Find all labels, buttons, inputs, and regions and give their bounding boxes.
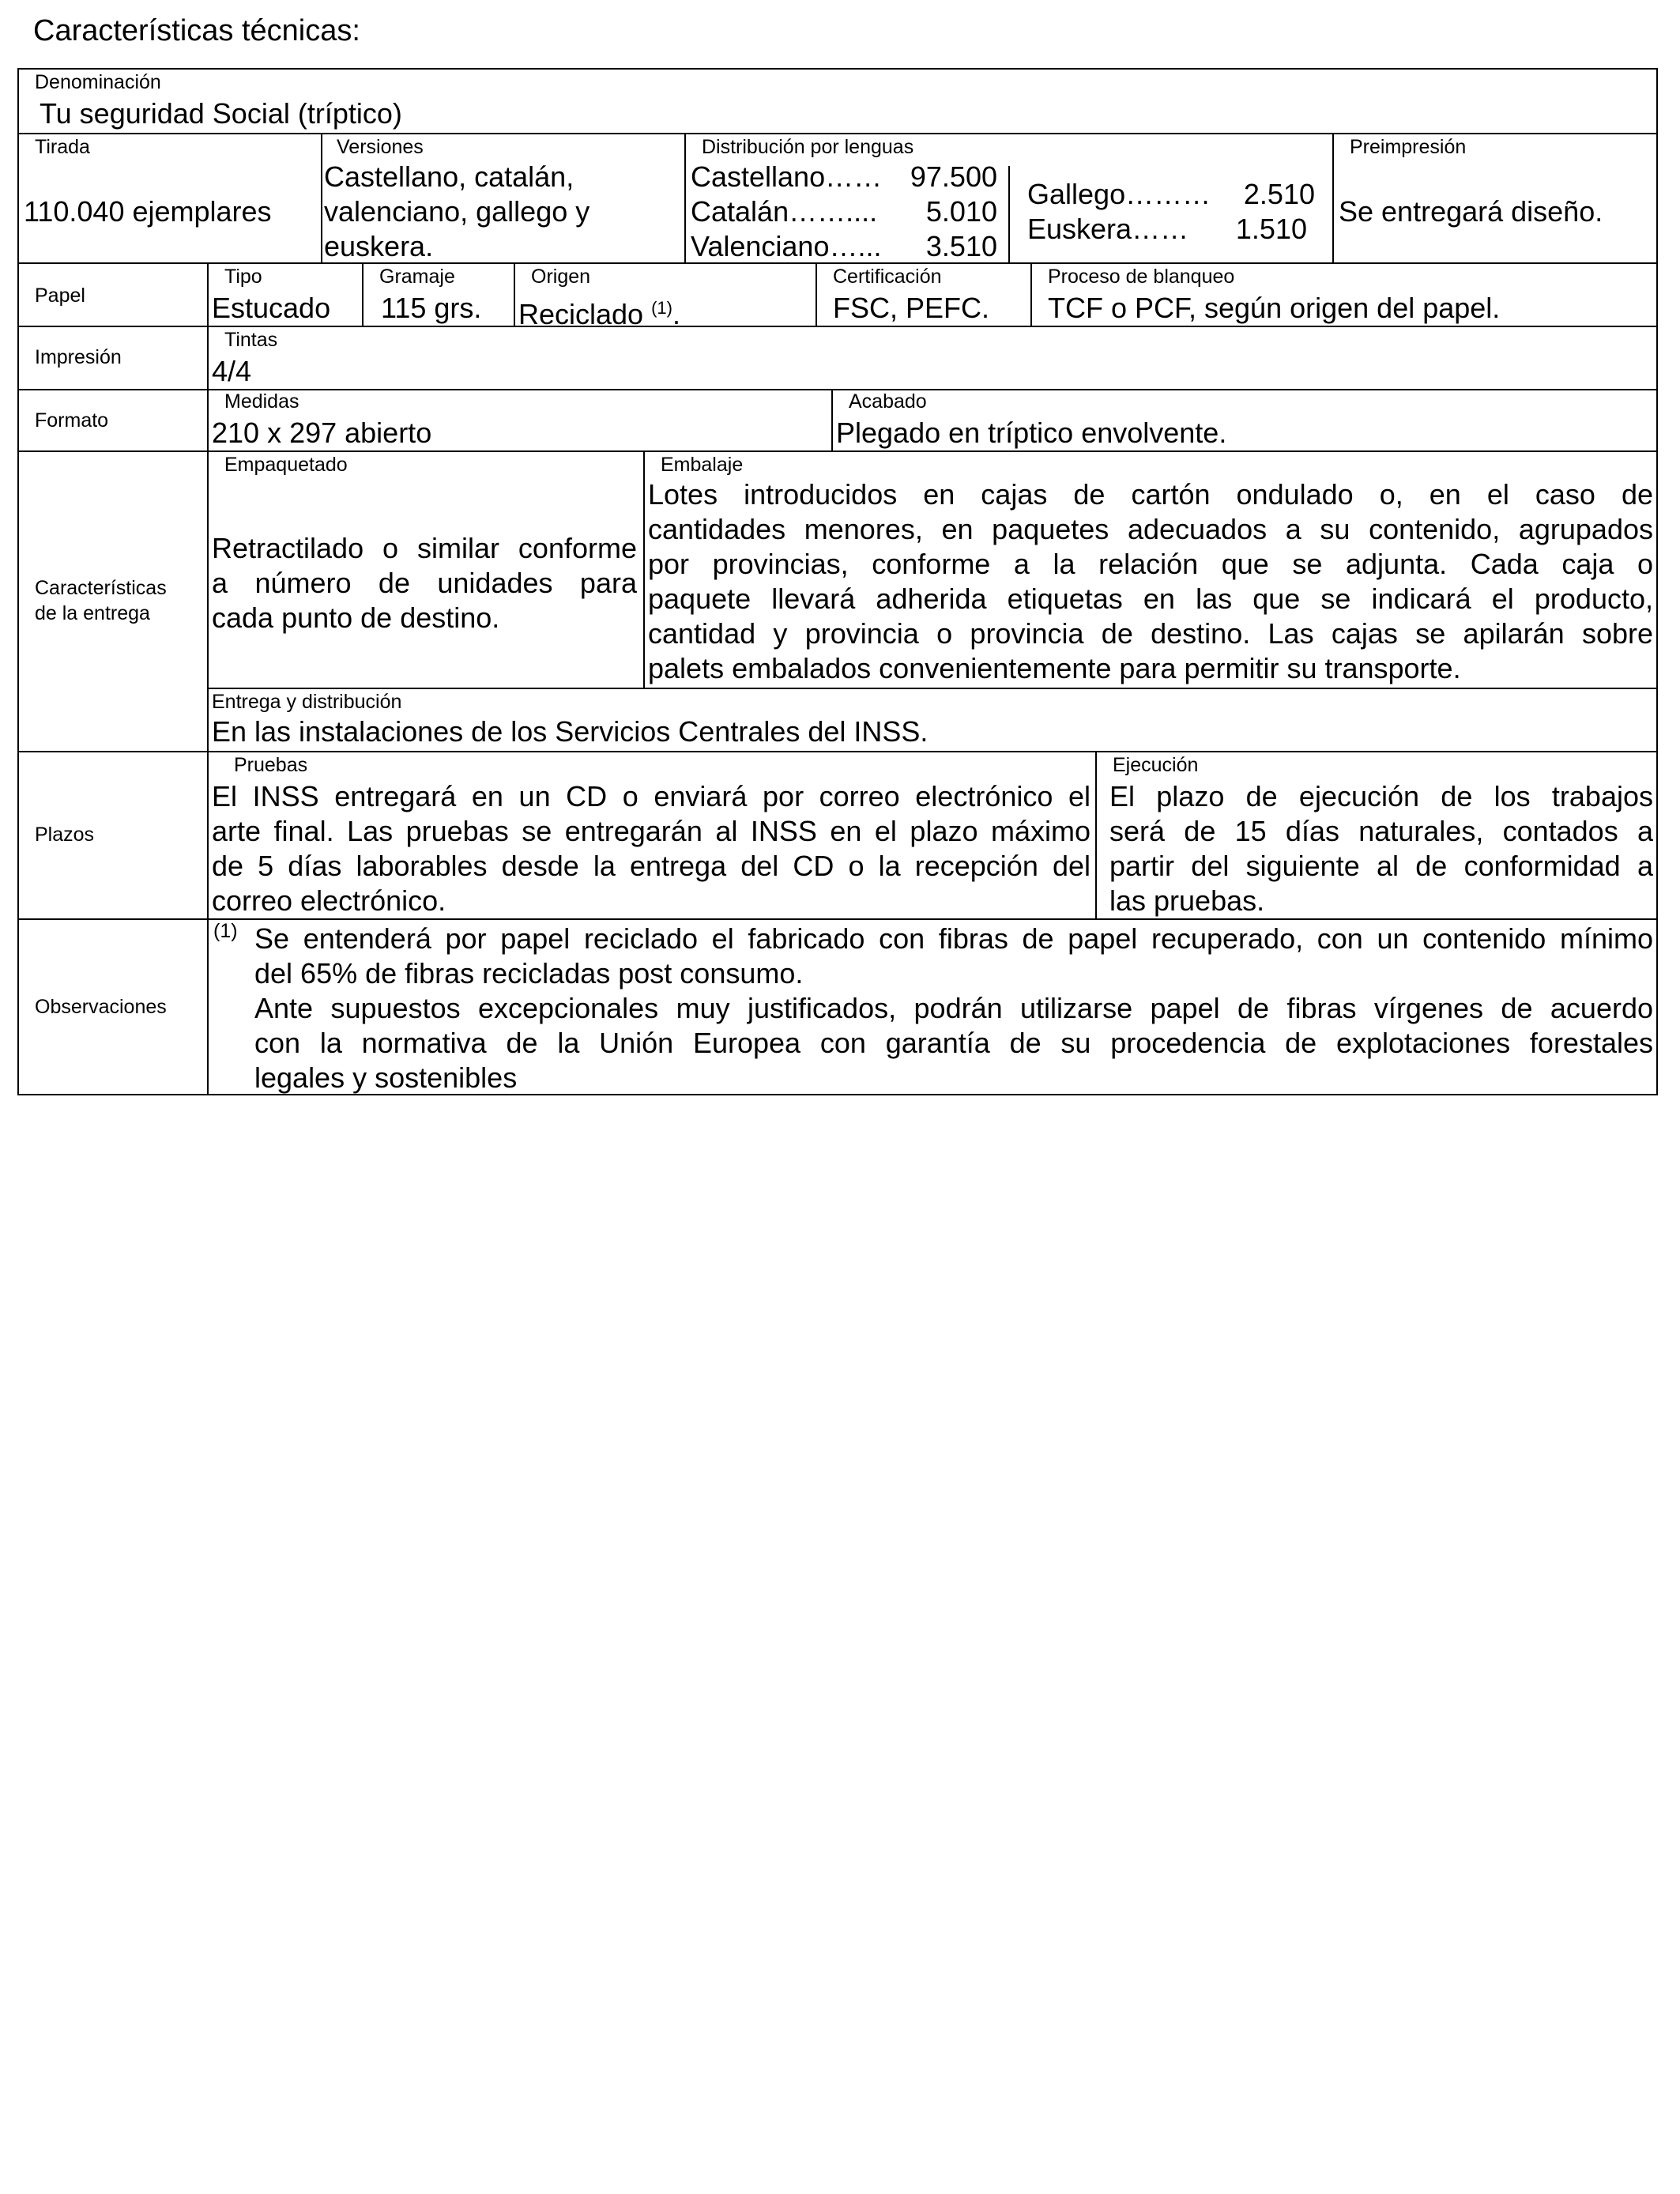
certificacion-value: FSC, PEFC. <box>833 292 990 324</box>
row-divider <box>17 751 1658 752</box>
observaciones-label: Observaciones <box>35 996 167 1018</box>
empaquetado-label: Empaquetado <box>224 454 348 476</box>
tirada-label: Tirada <box>35 136 90 158</box>
page-title: Características técnicas: <box>33 14 360 47</box>
column-divider <box>831 389 833 450</box>
origen-text: Reciclado <box>518 298 644 330</box>
versiones-line-1: Castellano, catalán, <box>324 160 574 193</box>
observaciones-line: con la normativa de la Unión Europea con garantía de su procedencia de explotaciones forestales <box>254 1027 1653 1059</box>
column-divider <box>684 133 686 262</box>
distribucion-lang: Euskera…… <box>1027 213 1189 245</box>
observaciones-footnote-mark: (1) <box>213 920 238 942</box>
column-divider <box>816 262 817 326</box>
distribucion-count: 5.010 <box>925 195 997 228</box>
distribucion-count: 2.510 <box>1243 178 1315 210</box>
row-divider <box>17 918 1658 920</box>
row-divider <box>17 133 1658 134</box>
acabado-value: Plegado en tríptico envolvente. <box>836 417 1227 449</box>
preimpresion-label: Preimpresión <box>1350 136 1467 158</box>
versiones-line-3: euskera. <box>324 230 434 262</box>
pruebas-line: correo electrónico. <box>212 884 446 917</box>
column-divider <box>362 262 363 326</box>
tirada-value: 110.040 ejemplares <box>24 195 272 228</box>
row-divider <box>207 688 1658 689</box>
distribucion-lang: Catalán…….... <box>691 195 878 228</box>
observaciones-line: legales y sostenibles <box>254 1061 518 1094</box>
column-divider <box>514 262 515 326</box>
pruebas-line: El INSS entregará en un CD o enviará por correo electrónico el <box>212 780 1090 812</box>
column-divider <box>207 262 209 1095</box>
column-divider <box>1332 133 1334 262</box>
column-divider <box>1008 166 1010 262</box>
tipo-label: Tipo <box>224 266 262 288</box>
row-divider <box>17 326 1658 327</box>
tintas-label: Tintas <box>224 329 278 351</box>
medidas-label: Medidas <box>224 390 299 413</box>
empaquetado-line: Retractilado o similar conforme <box>212 532 637 564</box>
embalaje-line: paquete llevará adherida etiquetas en las que se indicará el producto, <box>648 582 1653 615</box>
plazos-label: Plazos <box>35 824 95 846</box>
distribucion-label: Distribución por lenguas <box>702 136 914 158</box>
denominacion-label: Denominación <box>35 71 161 93</box>
versiones-line-2: valenciano, gallego y <box>324 195 590 228</box>
papel-label: Papel <box>35 285 85 307</box>
row-divider <box>17 450 1658 452</box>
ejecucion-line: El plazo de ejecución de los trabajos <box>1109 780 1653 812</box>
distribucion-count: 3.510 <box>925 230 997 262</box>
pruebas-label: Pruebas <box>234 754 308 776</box>
column-divider <box>1095 751 1097 918</box>
origen-value <box>518 291 680 332</box>
origen-label: Origen <box>531 266 591 288</box>
distribucion-entrega-value: En las instalaciones de los Servicios Centrales del INSS. <box>212 715 929 748</box>
distribucion-entrega-label: Entrega y distribución <box>212 691 402 713</box>
embalaje-line: Lotes introducidos en cajas de cartón ondulado o, en el caso de <box>648 478 1653 511</box>
origen-footnote-ref: (1) <box>651 298 672 318</box>
tipo-value: Estucado <box>212 292 331 324</box>
column-divider <box>321 133 322 262</box>
impresion-label: Impresión <box>35 346 122 368</box>
ejecucion-line: será de 15 días naturales, contados a <box>1109 815 1653 847</box>
observaciones-line: Se entenderá por papel reciclado el fabricado con fibras de papel recuperado, con un contenido mínimo <box>254 922 1653 955</box>
entrega-label: Características <box>35 577 167 599</box>
ejecucion-label: Ejecución <box>1113 754 1199 776</box>
ejecucion-line: las pruebas. <box>1109 884 1265 917</box>
pruebas-line: arte final. Las pruebas se entregarán al INSS en el plazo máximo <box>212 815 1090 847</box>
gramaje-label: Gramaje <box>379 266 455 288</box>
certificacion-label: Certificación <box>833 266 942 288</box>
column-divider <box>643 450 645 688</box>
distribucion-count: 1.510 <box>1235 213 1307 245</box>
distribucion-lang: Gallego……… <box>1027 178 1211 210</box>
ejecucion-line: partir del siguiente al de conformidad a <box>1109 850 1653 882</box>
distribucion-lang: Valenciano…... <box>691 230 882 262</box>
versiones-label: Versiones <box>337 136 424 158</box>
embalaje-label: Embalaje <box>661 454 744 476</box>
origen-period: . <box>672 298 681 330</box>
distribucion-lang: Castellano…… <box>691 160 883 193</box>
column-divider <box>1030 262 1032 326</box>
formato-label: Formato <box>35 409 109 432</box>
embalaje-line: cantidades menores, en paquetes adecuados a su contenido, agrupados <box>648 513 1653 545</box>
preimpresion-value: Se entregará diseño. <box>1339 195 1603 228</box>
distribucion-count: 97.500 <box>910 160 997 193</box>
blanqueo-value: TCF o PCF, según origen del papel. <box>1048 292 1501 324</box>
tintas-value: 4/4 <box>212 355 252 387</box>
entrega-label: de la entrega <box>35 602 150 624</box>
empaquetado-line: cada punto de destino. <box>212 601 500 634</box>
blanqueo-label: Proceso de blanqueo <box>1048 266 1235 288</box>
embalaje-line: palets embalados convenientemente para permitir su transporte. <box>648 652 1461 684</box>
medidas-value: 210 x 297 abierto <box>212 417 432 449</box>
observaciones-line: del 65% de fibras recicladas post consumo. <box>254 957 804 990</box>
pruebas-line: de 5 días laborables desde la entrega del CD o la recepción del <box>212 850 1090 882</box>
gramaje-value: 115 grs. <box>381 292 482 324</box>
embalaje-line: por provincias, conforme a la relación que se adjunta. Cada caja o <box>648 548 1653 580</box>
denominacion-value: Tu seguridad Social (tríptico) <box>40 97 402 130</box>
empaquetado-line: a número de unidades para <box>212 567 637 599</box>
acabado-label: Acabado <box>849 390 927 413</box>
observaciones-line: Ante supuestos excepcionales muy justificados, podrán utilizarse papel de fibras vírgenes de acuerdo <box>254 992 1653 1024</box>
embalaje-line: cantidad y provincia o provincia de destino. Las cajas se apilarán sobre <box>648 617 1653 650</box>
